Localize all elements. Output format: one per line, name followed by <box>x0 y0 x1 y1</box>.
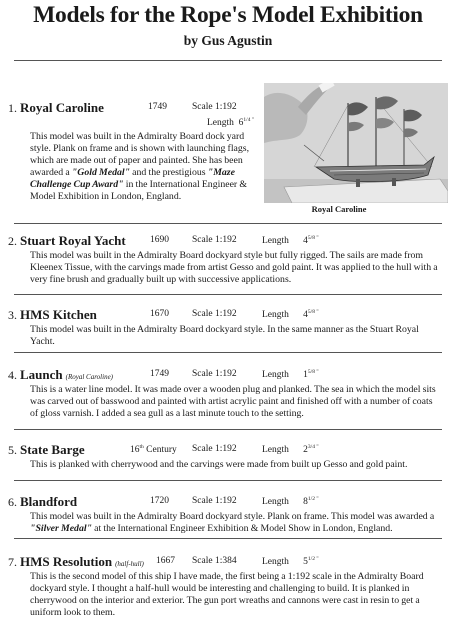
entry-year: 1690 <box>150 235 169 245</box>
divider <box>14 223 442 224</box>
entry-launch <box>8 367 448 420</box>
entry-year: 1749 <box>150 369 169 379</box>
entry-length: Length $1^{5/8 "}$ <box>262 369 319 380</box>
author-byline: by Gus Agustin <box>183 33 273 48</box>
entry-name: State Barge <box>20 442 85 457</box>
divider <box>14 429 442 430</box>
divider <box>14 352 442 353</box>
entry-number: 2. <box>8 234 17 248</box>
ship-model-photo <box>264 83 448 203</box>
entry-description: This model was built in the Admiralty Board dockyard style. In the same manner as the Stuart Royal Yacht. <box>30 324 419 347</box>
entry-scale: Scale 1:192 <box>192 309 237 319</box>
entry-hms-resolution <box>8 554 448 619</box>
entry-number: 7. <box>8 555 17 569</box>
entry-description: This is the second model of this ship I have made, the first being a 1:192 scale in the Admiralty Board dockyard style. I thought a half-hull would be interesting and challenging to build. It is planked in cherrywood on the interior and exterior. The gun port wreaths and cannons were cast in resin to get a uniform look to them. <box>30 571 424 618</box>
entry-description: This model was built in the Admiralty Board dockyard style but fully rigged. The sails are made from Kleenex Tissue, with the carvings made from artist Gesso and gold paint. It was applied to the hull with a very fine brush and gradually built up with successive applications. <box>30 250 438 285</box>
divider <box>14 538 442 539</box>
entry-subnote: (half-hull) <box>115 560 144 568</box>
entry-year: 1720 <box>150 496 169 506</box>
entry-scale: Scale 1:384 <box>192 556 237 566</box>
entry-description: This is planked with cherrywood and the carvings were made from built up Gesso and gold paint. <box>30 459 408 470</box>
entry-name: HMS Kitchen <box>20 307 97 322</box>
entry-scale: Scale 1:192 <box>192 102 237 112</box>
entry-number: 3. <box>8 308 17 322</box>
entry-year: 1670 <box>150 309 169 319</box>
entry-name: Blandford <box>20 494 78 509</box>
entry-name: Launch (Royal Caroline) <box>20 367 114 382</box>
entry-length: Length $8^{1/2 "}$ <box>262 496 319 507</box>
entry-name: HMS Resolution (half-hull) <box>20 554 144 569</box>
entry-year: 1667 <box>156 556 175 566</box>
entry-stuart-royal-yacht <box>8 233 448 286</box>
entry-name: Stuart Royal Yacht <box>20 233 126 248</box>
entry-state-barge <box>8 442 448 471</box>
entry-length: Length $2^{3/4 "}$ <box>262 444 319 455</box>
page-title: Models for the Rope's Model Exhibition <box>33 2 423 28</box>
entry-scale: Scale 1:192 <box>192 496 237 506</box>
entry-scale: Scale 1:192 <box>192 444 237 454</box>
entry-description: This model was built in the Admiralty Board dockyard style. Plank on frame. This model was awarded a "Silver Medal" at the International Engineer Exhibition & Model Show in London, England. <box>30 511 435 534</box>
entry-number: 5. <box>8 443 17 457</box>
entry-scale: Scale 1:192 <box>192 369 237 379</box>
entry-description: This is a water line model. It was made over a wooden plug and planked. The sea in which the model sits was carved out of basswood and painted with artist acrylic paint and finished off with a number of coats of gloss varnish. I added a sea gull as a last minute touch to the setting. <box>30 384 436 419</box>
title-divider <box>14 60 442 61</box>
entry-number: 4. <box>8 368 17 382</box>
entry-length: Length $5^{1/2 "}$ <box>262 556 319 567</box>
entry-name: Royal Caroline <box>20 100 104 115</box>
entry-year: 16th Century <box>130 444 177 455</box>
entry-number: 6. <box>8 495 17 509</box>
entry-length: Length $4^{5/8 "}$ <box>262 235 319 246</box>
entry-blandford <box>8 494 448 535</box>
entry-subnote: (Royal Caroline) <box>65 373 114 381</box>
divider <box>14 294 442 295</box>
entry-scale: Scale 1:192 <box>192 235 237 245</box>
entry-year: 1749 <box>148 102 167 112</box>
photo-caption: Royal Caroline <box>311 204 367 214</box>
entry-description: This model was built in the Admiralty Board dock yard style. Plank on frame and is shown with launching flags, which are made out of paper and painted. She has been awarded a "Gold Medal" and the prestigious "Maze Challenge Cup Award" in the International Engineer & Model Exhibition in London, England. <box>30 131 250 202</box>
entry-length: Length $4^{5/8 "}$ <box>262 309 319 320</box>
entry-hms-kitchen <box>8 307 448 348</box>
entry-number: 1. <box>8 101 17 115</box>
entry-length: Length $6^{1/4 "}$ <box>207 117 255 128</box>
entry-royal-caroline <box>8 100 268 203</box>
divider <box>14 480 442 481</box>
